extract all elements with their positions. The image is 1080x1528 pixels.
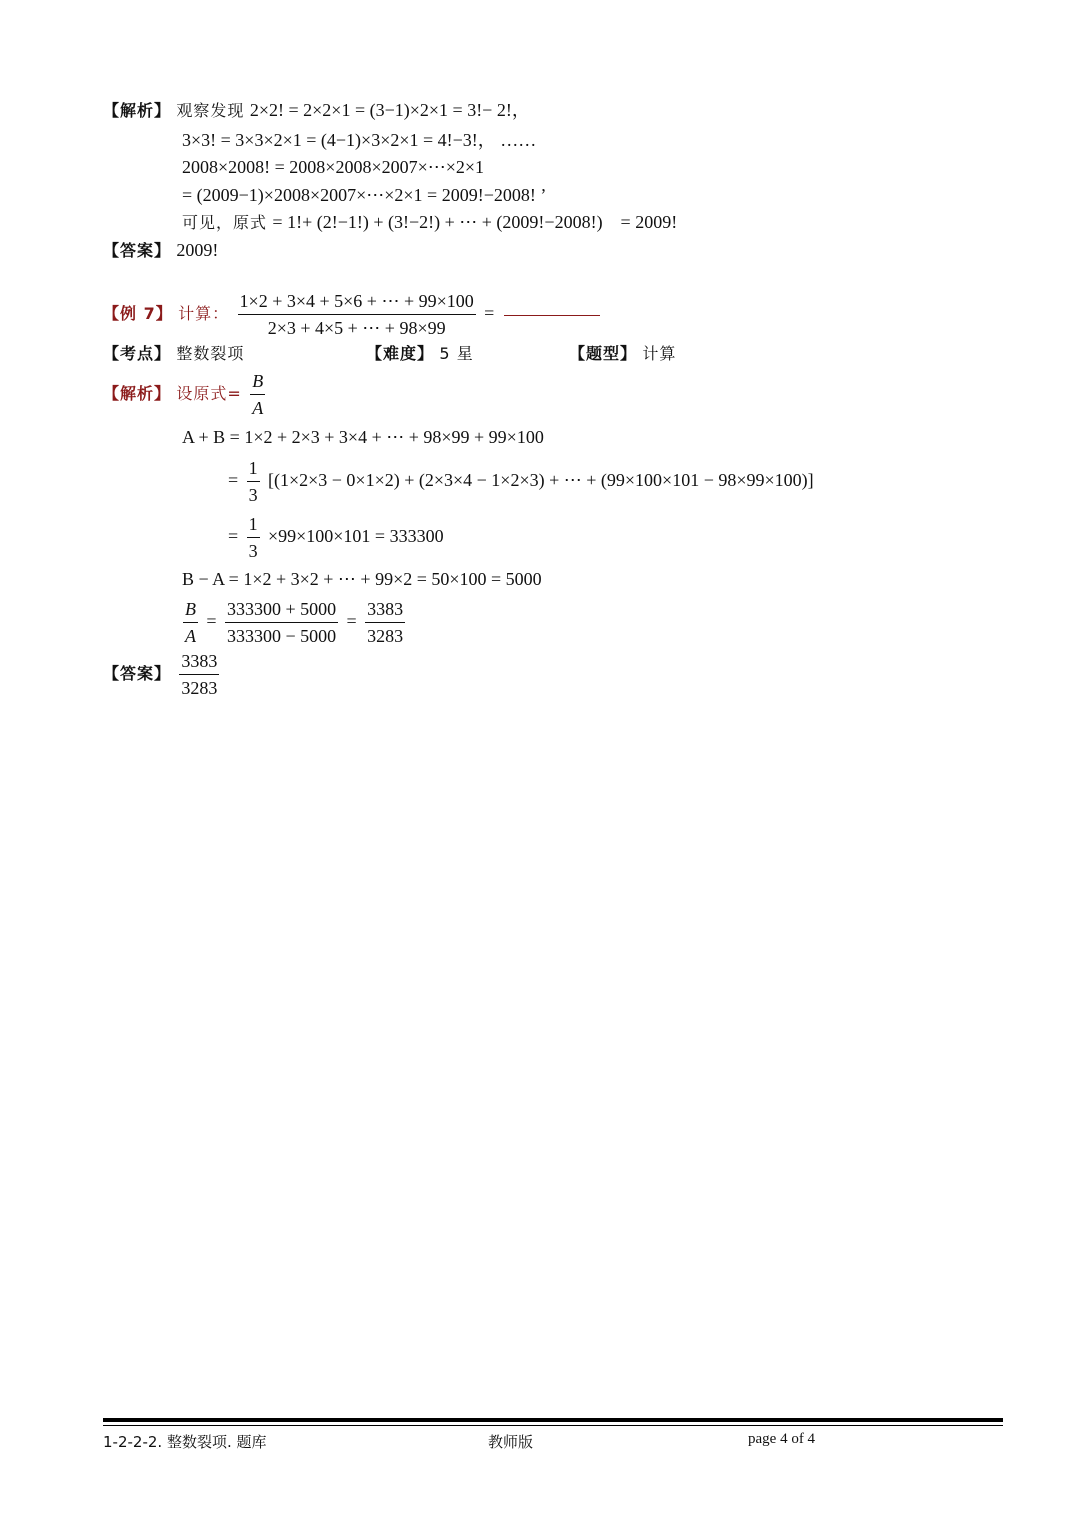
- equals-sign: =: [228, 526, 239, 546]
- math-line-4: = (2009−1)×2008×2007×⋯×2×1 = 2009!−2008! ’: [182, 185, 547, 205]
- sum-diff-fraction: [225, 598, 338, 647]
- footer-title: 1-2-2-2. 整数裂项. 题库: [103, 1433, 267, 1451]
- answer-2-line: [103, 650, 222, 699]
- answer-value: 2009!: [176, 240, 219, 260]
- example-prompt: 计算：: [178, 304, 230, 323]
- math-line-ratio: [180, 597, 408, 647]
- fraction-denominator: 2×3 + 4×5 + ⋯ + 98×99: [267, 318, 446, 338]
- fraction-numerator: 3383: [365, 598, 405, 623]
- type-label: 【题型】: [569, 344, 638, 363]
- ratio-fraction: [183, 598, 198, 647]
- footer-rule-thin: [103, 1425, 1003, 1426]
- answer-blank: [504, 314, 600, 316]
- math-line-a-plus-b: A + B = 1×2 + 2×3 + 3×4 + ⋯ + 98×99 + 99×100: [182, 427, 544, 447]
- fraction-denominator: A: [252, 398, 264, 418]
- math-line-2: 3×3! = 3×3×2×1 = (4−1)×3×2×1 = 4!−3!， ……: [182, 130, 537, 150]
- math-line-expansion: [228, 456, 814, 506]
- fraction-numerator: B: [250, 370, 265, 395]
- one-third-fraction: [247, 457, 260, 506]
- fraction-denominator: 3: [248, 541, 258, 561]
- example-label: 【例 7】: [103, 304, 173, 323]
- answer-label: 【答案】: [103, 664, 172, 683]
- equals-sign: =: [228, 470, 239, 490]
- conclusion-text: 可见，原式: [182, 213, 268, 232]
- fraction-denominator: 333300 − 5000: [226, 626, 337, 646]
- math-expression: [(1×2×3 − 0×1×2) + (2×3×4 − 1×2×3) + ⋯ + (99×100×101 − 98×99×100)]: [267, 470, 814, 490]
- equals-sign: =: [346, 611, 357, 631]
- analysis-2-heading: [103, 370, 268, 419]
- fraction-numerator: 3383: [179, 650, 219, 675]
- fraction-numerator: 1×2 + 3×4 + 5×6 + ⋯ + 99×100: [238, 290, 476, 315]
- difficulty-label: 【难度】: [366, 344, 435, 363]
- fraction-denominator: 3: [248, 485, 258, 505]
- fraction-numerator: 1: [247, 513, 260, 538]
- math-expression: 2×2! = 2×2×1 = (3−1)×2×1 = 3!− 2!，: [249, 100, 530, 120]
- math-line-3: 2008×2008! = 2008×2008×2007×⋯×2×1: [182, 157, 485, 177]
- result-fraction: [365, 598, 405, 647]
- difficulty-value: 5 星: [439, 344, 474, 363]
- one-third-fraction: [247, 513, 260, 562]
- answer-fraction: [179, 650, 219, 699]
- equals-sign: =: [206, 611, 217, 631]
- math-expression: ×99×100×101 = 333300: [267, 526, 444, 546]
- point-label: 【考点】: [103, 344, 172, 363]
- fraction-numerator: B: [183, 598, 198, 623]
- fraction-denominator: 3283: [367, 626, 404, 646]
- math-line-result: [228, 512, 444, 562]
- analysis-label: 【解析】: [103, 101, 172, 120]
- difficulty-row: [366, 342, 474, 366]
- math-line-5: [182, 210, 677, 235]
- fraction-numerator: 333300 + 5000: [225, 598, 338, 623]
- equals-sign: =: [484, 303, 495, 323]
- point-info-row: [103, 342, 244, 366]
- answer-line: [103, 238, 218, 263]
- point-value: 整数裂项: [176, 344, 245, 363]
- math-expression: = 1!+ (2!−1!) + (3!−2!) + ⋯ + (2009!−2008!) = 2009!: [272, 212, 678, 232]
- type-value: 计算: [642, 344, 677, 363]
- let-fraction: [250, 370, 265, 419]
- analysis-line-1: [103, 98, 530, 123]
- fraction-denominator: 3283: [181, 678, 218, 698]
- let-text: 设原式=: [176, 384, 242, 403]
- footer-page-number: page 4 of 4: [748, 1431, 816, 1447]
- analysis-text: 观察发现: [176, 101, 245, 120]
- type-row: [569, 342, 676, 366]
- footer-edition: 教师版: [488, 1433, 534, 1451]
- fraction-numerator: 1: [247, 457, 260, 482]
- example-7-heading: [103, 289, 600, 339]
- math-line-b-minus-a: B − A = 1×2 + 3×2 + ⋯ + 99×2 = 50×100 = 5000: [182, 569, 542, 589]
- analysis-label: 【解析】: [103, 384, 172, 403]
- fraction-denominator: A: [185, 626, 196, 646]
- answer-label: 【答案】: [103, 241, 172, 260]
- example-fraction: [238, 290, 476, 339]
- footer-rule-thick: [103, 1418, 1003, 1422]
